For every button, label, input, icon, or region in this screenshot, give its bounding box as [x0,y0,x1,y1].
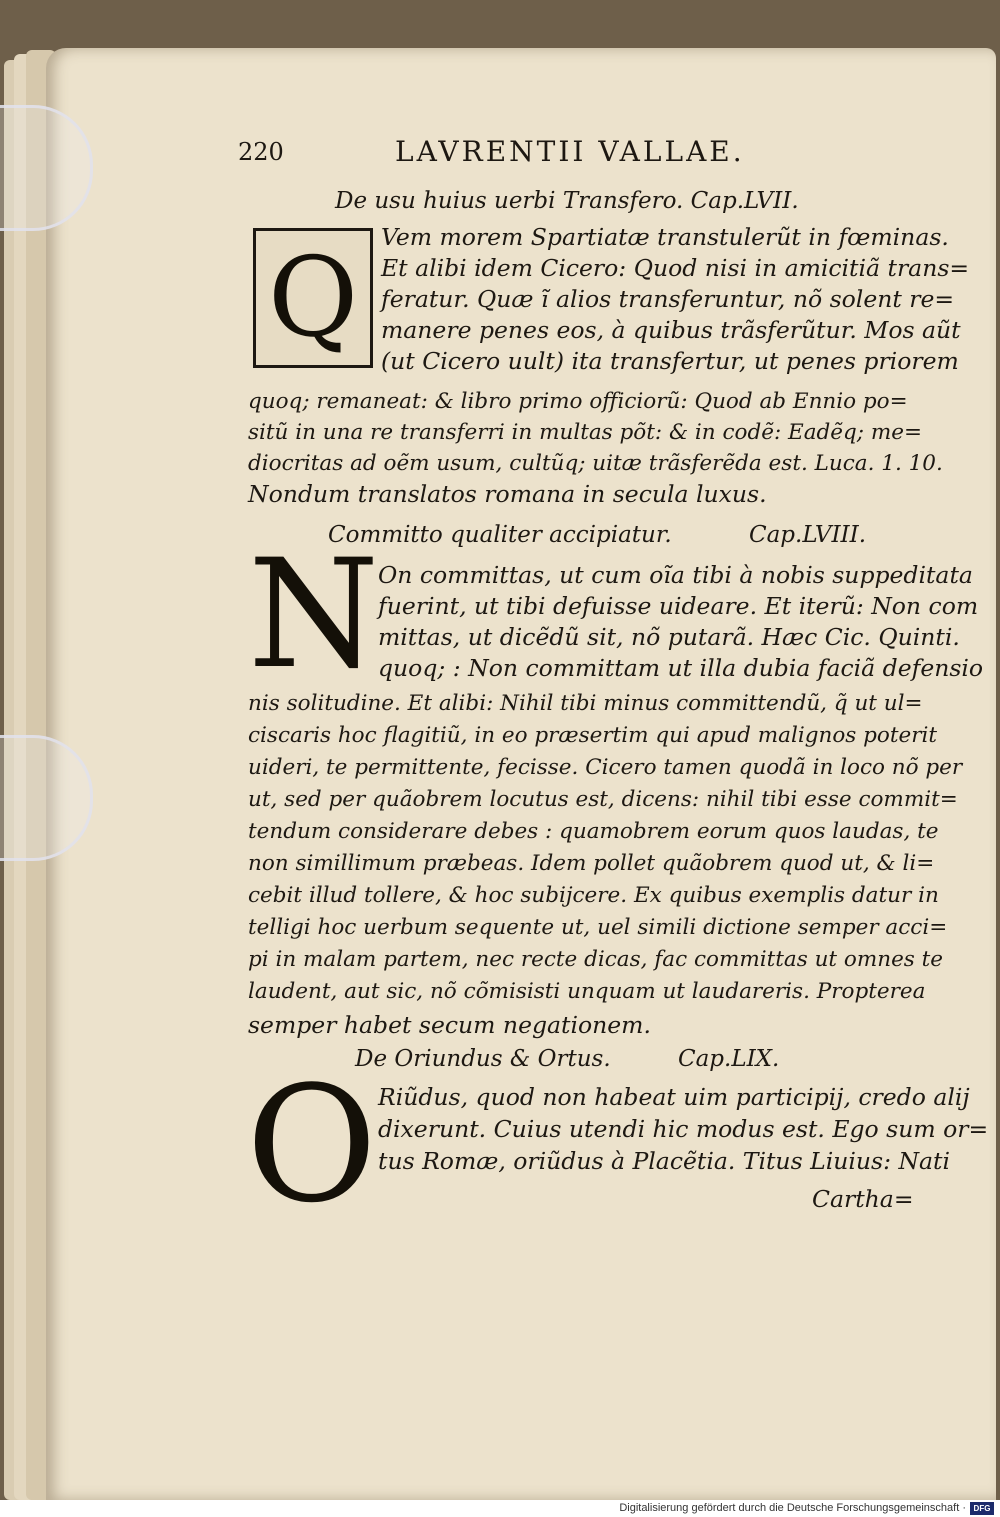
text-line: manere penes eos, à quibus trãsferũtur. Mos aũt [381,316,961,344]
digitization-credit [0,1500,1000,1517]
text-line: feratur. Quæ ĩ alios transferuntur, nõ solent re= [381,285,955,313]
text-line: ut, sed per quãobrem locutus est, dicens: nihil tibi esse commit= [248,787,958,812]
text-line: (ut Cicero uult) ita transfertur, ut penes priorem [381,347,959,375]
text-line: semper habet secum negationem. [248,1011,651,1039]
running-title: LAVRENTII VALLAE. [395,135,745,168]
initial-letter: Q [268,233,359,361]
initial-letter: O [246,1051,378,1238]
chapter-heading [355,1046,779,1072]
text-line: nis solitudine. Et alibi: Nihil tibi minus committendũ, q̃ ut ul= [248,691,923,716]
chapter-title: De Oriundus & Ortus. [355,1046,611,1072]
text-line: Et alibi idem Cicero: Quod nisi in amicitiã trans= [381,254,970,282]
text-line: mittas, ut dicẽdũ sit, nõ putarã. Hæc Cic. Quinti. [378,623,960,651]
text-line: pi in malam partem, nec recte dicas, fac committas ut omnes te [248,947,944,972]
dfg-logo: DFG [970,1502,994,1515]
text-line: On committas, ut cum oĩa tibi à nobis suppeditata [378,561,973,589]
catchword: Cartha= [812,1185,914,1213]
text-line: fuerint, ut tibi defuisse uideare. Et iterũ: Non com [378,592,979,620]
chapter-title: De usu huius uerbi Transfero. [335,188,684,214]
text-line: sitũ in una re transferri in multas põt: & in codẽ: Eadẽq; me= [248,420,922,445]
chapter-number: Cap.LIX. [677,1046,780,1072]
chapter-heading [328,522,866,548]
text-line: Vem morem Spartiatæ transtulerũt in fœminas. [381,223,949,251]
chapter-number: Cap.LVIII. [748,522,867,548]
text-line: laudent, aut sic, nõ cõmisisti unquam ut laudareris. Propterea [248,979,926,1004]
text-line: cebit illud tollere, & hoc subijcere. Ex quibus exemplis datur in [248,883,939,908]
text-line: quoq; : Non committam ut illa dubia faciã defensio [378,654,984,682]
text-line: Riũdus, quod non habeat uim participij, credo alij [378,1083,970,1111]
credit-text: Digitalisierung gefördert durch die Deutsche Forschungsgemeinschaft · [619,1502,966,1514]
chapter-heading [335,188,799,214]
chapter-title: Committo qualiter accipiatur. [328,522,672,548]
text-line: uideri, te permittente, fecisse. Cicero tamen quodã in loco nõ per [248,755,963,780]
text-line: Nondum translatos romana in secula luxus. [248,480,767,508]
text-line: tendum considerare debes : quamobrem eorum quos laudas, te [248,819,939,844]
decorated-initial [253,228,373,368]
text-line: ciscaris hoc flagitiũ, in eo præsertim qui apud malignos poterit [248,723,937,748]
text-line: quoq; remaneat: & libro primo officiorũ: Quod ab Ennio po= [248,389,908,414]
text-line: telligi hoc uerbum sequente ut, uel simili dictione semper acci= [248,915,948,940]
text-line: diocritas ad oẽm usum, cultũq; uitæ trãsferẽda est. Luca. 1. 10. [248,451,943,476]
text-line: tus Romæ, oriũdus à Placẽtia. Titus Liuius: Nati [378,1147,950,1175]
initial-letter: N [248,528,380,702]
text-line: dixerunt. Cuius utendi hic modus est. Ego sum or= [378,1115,989,1143]
chapter-number: Cap.LVII. [690,188,799,214]
text-line: non simillimum præbeas. Idem pollet quãobrem quod ut, & li= [248,851,935,876]
page-number: 220 [238,138,284,166]
